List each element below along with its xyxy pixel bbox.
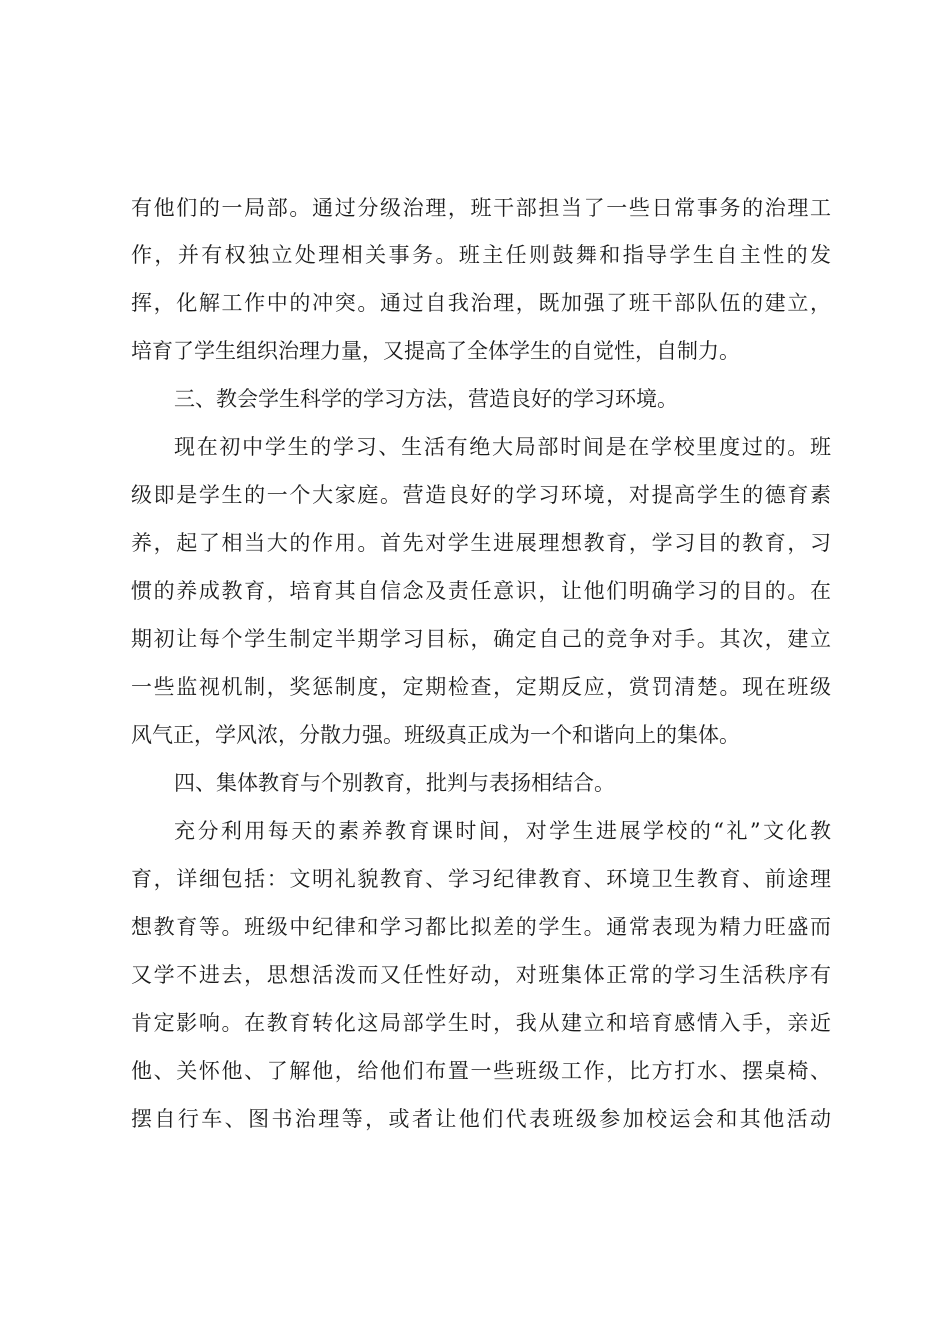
paragraph-line: 充分利用每天的素养教育课时间，对学生进展学校的“礼”文化教	[174, 819, 831, 843]
paragraph-line: 作，并有权独立处理相关事务。班主任则鼓舞和指导学生自主性的发	[131, 243, 831, 267]
paragraph-line: 风气正，学风浓，分散力强。班级真正成为一个和谐向上的集体。	[131, 723, 740, 747]
paragraph-line: 挥，化解工作中的冲突。通过自我治理，既加强了班干部队伍的建立，	[131, 291, 831, 315]
paragraph-line: 又学不进去，思想活泼而又任性好动，对班集体正常的学习生活秩序有	[131, 963, 831, 987]
paragraph-line: 有他们的一局部。通过分级治理，班干部担当了一些日常事务的治理工	[131, 196, 831, 220]
paragraph-line: 惯的养成教育，培育其自信念及责任意识，让他们明确学习的目的。在	[131, 579, 831, 603]
paragraph-line: 养，起了相当大的作用。首先对学生进展理想教育，学习目的教育，习	[131, 531, 831, 555]
paragraph-line: 肯定影响。在教育转化这局部学生时，我从建立和培育感情入手，亲近	[131, 1011, 831, 1035]
section-heading: 三、教会学生科学的学习方法，营造良好的学习环境。	[174, 387, 678, 411]
paragraph-line: 他、关怀他、了解他，给他们布置一些班级工作，比方打水、摆桌椅、	[131, 1059, 831, 1083]
paragraph-line: 育，详细包括：文明礼貌教育、学习纪律教育、环境卫生教育、前途理	[131, 867, 831, 891]
paragraph-line: 期初让每个学生制定半期学习目标，确定自己的竞争对手。其次，建立	[131, 627, 831, 651]
paragraph-line: 级即是学生的一个大家庭。营造良好的学习环境，对提高学生的德育素	[131, 483, 831, 507]
paragraph-line: 想教育等。班级中纪律和学习都比拟差的学生。通常表现为精力旺盛而	[131, 915, 831, 939]
paragraph-line: 培育了学生组织治理力量，又提高了全体学生的自觉性，自制力。	[131, 339, 740, 363]
paragraph-line: 摆自行车、图书治理等，或者让他们代表班级参加校运会和其他活动	[131, 1107, 831, 1131]
paragraph-line: 一些监视机制，奖惩制度，定期检查，定期反应，赏罚清楚。现在班级	[131, 675, 831, 699]
paragraph-line: 现在初中学生的学习、生活有绝大局部时间是在学校里度过的。班	[174, 435, 831, 459]
section-heading: 四、集体教育与个别教育，批判与表扬相结合。	[174, 771, 615, 795]
